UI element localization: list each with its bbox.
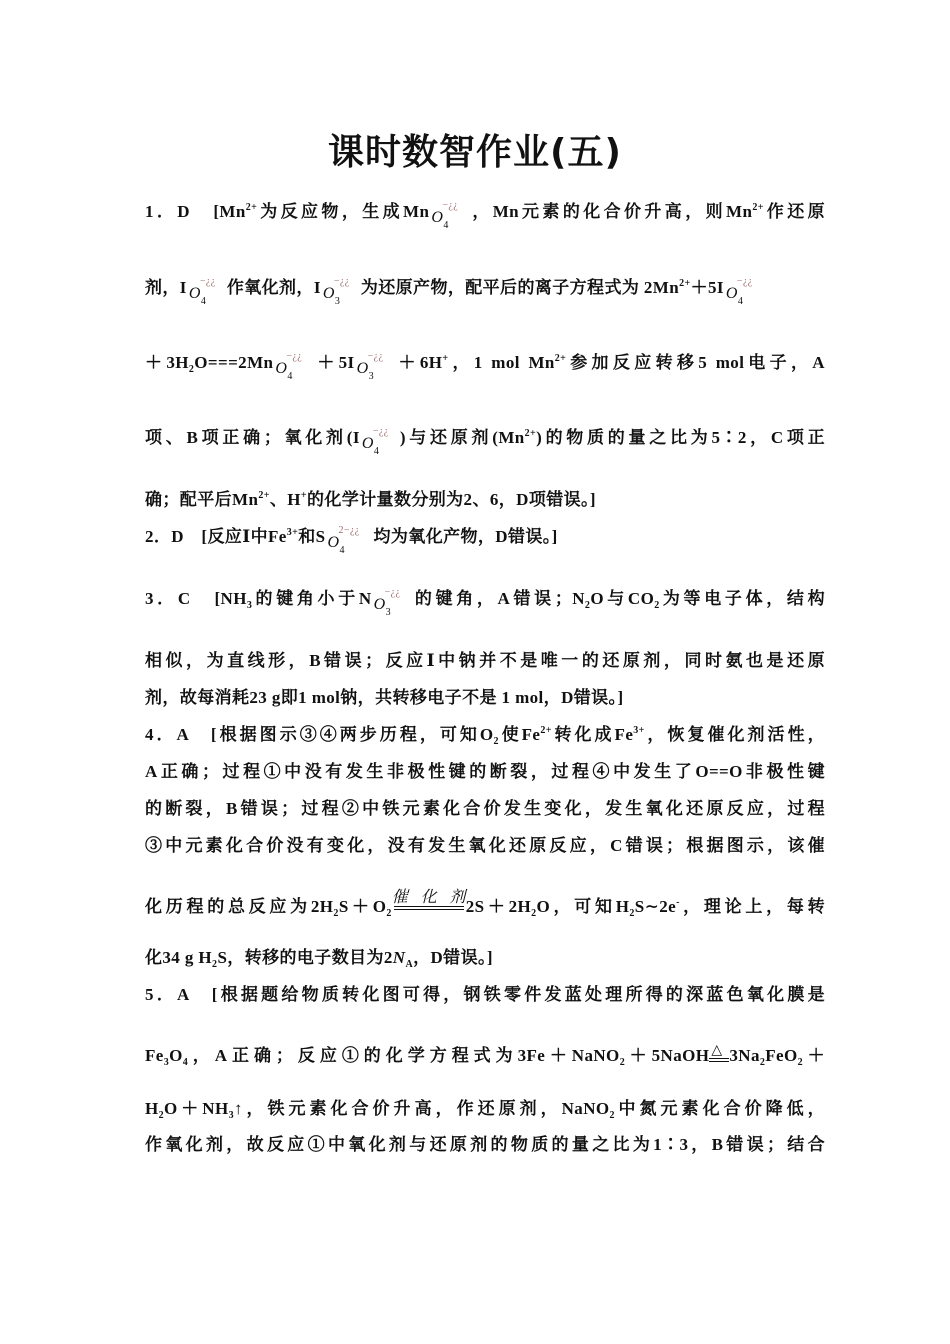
text: 5．A [根据题给物质转化图可得，钢铁零件发蓝处理所得的深蓝色氧化膜是 xyxy=(145,985,825,1004)
answer-1-line-4 xyxy=(145,423,825,458)
text: 确；配平后Mn xyxy=(145,490,259,509)
ion-subscript: 4 xyxy=(200,296,207,308)
text: S，转移的电子数目为2 xyxy=(217,948,393,967)
text: 的化学计量数分别为2、6，D项错误。] xyxy=(306,490,596,509)
subscript: 2 xyxy=(609,1110,615,1121)
text: ＋ xyxy=(803,1046,826,1065)
subscript: 2 xyxy=(333,908,339,919)
text: O xyxy=(169,1046,183,1065)
answer-5-line-2 xyxy=(145,1041,825,1067)
text: 的键角小于N xyxy=(252,589,372,608)
answer-1-line-5 xyxy=(145,485,825,510)
text: 参加反应转移5 mol电子，A xyxy=(566,353,825,372)
subscript: 2 xyxy=(386,908,392,919)
answer-4-line-1 xyxy=(145,720,825,745)
answer-4-line-4 xyxy=(145,831,825,856)
ion-letter: O xyxy=(356,360,369,378)
subscript: 2 xyxy=(759,1057,766,1068)
superscript: 2+ xyxy=(540,725,552,736)
equals-bar xyxy=(394,906,464,907)
ion-letter: O xyxy=(327,534,340,552)
text: 的断裂，B错误；过程②中铁元素化合价发生变化，发生氧化还原反应，过程 xyxy=(145,799,825,818)
ion-subscript: 4 xyxy=(737,296,744,308)
periodate-ion xyxy=(724,276,764,308)
text: A正确；过程①中没有发生非极性键的断裂，过程④中发生了O==O非极性键 xyxy=(145,762,825,781)
subscript: 3 xyxy=(246,600,253,611)
ion-charge: −¿¿ xyxy=(442,200,459,212)
text: 和S xyxy=(298,527,326,546)
answer-4-line-5 xyxy=(145,889,825,919)
answer-3-line-2 xyxy=(145,646,825,671)
answer-4-line-2 xyxy=(145,757,825,782)
answer-3-line-1 xyxy=(145,584,825,619)
ion-letter: O xyxy=(431,209,444,227)
catalyst-label: 催化剂 xyxy=(391,889,466,907)
text: 为反应物，生成Mn xyxy=(257,202,430,221)
avogadro-symbol: N xyxy=(392,948,406,967)
subscript: 2 xyxy=(584,600,591,611)
subscript: 2 xyxy=(158,1110,165,1121)
equals-bar xyxy=(394,909,464,910)
subscript: 4 xyxy=(182,1057,189,1068)
catalyst-arrow xyxy=(391,889,466,918)
text: )与还原剂(Mn xyxy=(399,428,525,447)
text: 均为氧化产物，D错误。] xyxy=(373,527,558,546)
subscript: 2 xyxy=(654,600,660,611)
equals-bar xyxy=(709,1061,729,1062)
text: ，Mn元素的化合价升高，则Mn xyxy=(469,202,753,221)
periodate-ion xyxy=(187,276,227,308)
text: ，1 mol Mn xyxy=(448,353,555,372)
ion-charge: −¿¿ xyxy=(372,426,389,438)
ion-subscript: 3 xyxy=(368,371,374,383)
ion-charge: −¿¿ xyxy=(384,587,401,599)
text: ↑，铁元素化合价升高，作还原剂，NaNO xyxy=(233,1099,610,1118)
text: ＋5I xyxy=(313,353,355,372)
superscript: 2+ xyxy=(524,428,537,439)
text: 作氧化剂，故反应①中氧化剂与还原剂的物质的量之比为1∶3，B错误；结合 xyxy=(145,1135,825,1154)
text: 作氧化剂，I xyxy=(226,278,321,297)
superscript: 2+ xyxy=(258,490,270,501)
answer-1-line-2 xyxy=(145,273,825,308)
text: ，A正确；反应①的化学方程式为3Fe＋NaNO xyxy=(188,1046,620,1065)
text: O，可知H xyxy=(536,897,630,916)
text: 的键角，A错误；N xyxy=(411,589,585,608)
heat-icon: △ xyxy=(711,1043,723,1059)
ion-subscript: 3 xyxy=(334,296,341,308)
subscript: 2 xyxy=(629,908,635,919)
ion-letter: O xyxy=(373,596,386,614)
answer-1-line-1 xyxy=(145,197,826,232)
answer-2-line-1 xyxy=(145,522,825,557)
text: ，恢复催化剂活性， xyxy=(644,725,825,744)
text: O与CO xyxy=(590,589,655,608)
ion-letter: O xyxy=(725,285,738,303)
subscript: 3 xyxy=(163,1057,170,1068)
superscript: 2+ xyxy=(752,202,764,213)
text: ＋6H xyxy=(394,353,443,372)
sulfate-ion xyxy=(326,525,374,557)
answer-1-line-3 xyxy=(145,348,825,383)
subscript: 3 xyxy=(228,1110,234,1121)
text: 转化成Fe xyxy=(551,725,634,744)
superscript: 3+ xyxy=(633,725,645,736)
ion-letter: O xyxy=(275,360,288,378)
text: 为等电子体，结构 xyxy=(659,589,825,608)
text: ＋5I xyxy=(690,278,724,297)
subscript: A xyxy=(405,959,414,970)
ion-letter: O xyxy=(188,285,201,303)
periodate-ion xyxy=(360,426,400,458)
ion-charge: −¿¿ xyxy=(286,351,303,363)
text: Fe xyxy=(145,1046,164,1065)
text: 1．D [Mn xyxy=(145,202,246,221)
ion-subscript: 3 xyxy=(385,607,391,619)
text: S＋O xyxy=(338,897,387,916)
text: ＋5NaOH xyxy=(625,1046,710,1065)
text: FeO xyxy=(765,1046,798,1065)
ion-charge: −¿¿ xyxy=(333,276,350,288)
page-title: 课时数智作业(五) xyxy=(328,132,622,173)
ion-charge: −¿¿ xyxy=(199,276,216,288)
ion-charge: −¿¿ xyxy=(736,276,753,288)
ion-charge: −¿¿ xyxy=(367,351,384,363)
subscript: 2 xyxy=(188,364,195,375)
superscript: + xyxy=(442,353,449,364)
equals-bar xyxy=(709,1058,729,1059)
permanganate-ion xyxy=(429,200,469,232)
heat-arrow xyxy=(709,1043,729,1067)
iodate-ion xyxy=(355,351,395,383)
answer-3-line-3 xyxy=(145,683,825,708)
text: 使Fe xyxy=(498,725,541,744)
ion-subscript: 4 xyxy=(373,446,380,458)
iodate-ion xyxy=(321,276,361,308)
text: ③中元素化合价没有变化，没有发生氧化还原反应，C错误；根据图示，该催 xyxy=(145,836,825,855)
text: 为还原产物，配平后的离子方程式为 2Mn xyxy=(360,278,680,297)
text: 化34 g H xyxy=(145,948,213,967)
text: 中氮元素化合价降低， xyxy=(614,1099,826,1118)
ion-letter: O xyxy=(361,435,374,453)
text: 化历程的总反应为2H xyxy=(145,897,334,916)
text: ，D错误。] xyxy=(413,948,493,967)
text: 作还原 xyxy=(763,202,826,221)
text: H xyxy=(145,1099,159,1118)
answer-4-line-6 xyxy=(145,943,825,968)
superscript: - xyxy=(676,897,680,908)
subscript: 2 xyxy=(493,736,499,747)
permanganate-ion xyxy=(273,351,313,383)
answer-5-line-1 xyxy=(145,980,825,1005)
subscript: 2 xyxy=(212,959,218,970)
subscript: 2 xyxy=(531,908,537,919)
superscript: + xyxy=(300,490,307,501)
text: 、H xyxy=(269,490,301,509)
text: 剂，故每消耗23 g即1 mol钠，共转移电子不是 1 mol，D错误。] xyxy=(145,688,624,707)
answer-5-line-4 xyxy=(145,1130,825,1155)
ion-subscript: 4 xyxy=(287,371,293,383)
subscript: 2 xyxy=(619,1057,626,1068)
answer-4-line-3 xyxy=(145,794,825,819)
answer-5-line-3 xyxy=(145,1094,825,1119)
ion-subscript: 4 xyxy=(339,545,345,557)
text: 3．C [NH xyxy=(145,589,247,608)
text: 2．D [反应Ⅰ中Fe xyxy=(145,527,287,546)
text: O===2Mn xyxy=(194,353,274,372)
superscript: 2+ xyxy=(554,353,567,364)
text: 剂，I xyxy=(145,278,187,297)
ion-subscript: 4 xyxy=(443,220,449,232)
ion-letter: O xyxy=(322,285,335,303)
text: O＋NH xyxy=(164,1099,229,1118)
text: 3Na xyxy=(729,1046,760,1065)
nitrate-ion xyxy=(372,587,412,619)
text: 项、B项正确；氧化剂(I xyxy=(145,428,360,447)
superscript: 2+ xyxy=(245,202,258,213)
text: ＋3H xyxy=(145,353,189,372)
text: 相似，为直线形，B错误；反应Ⅰ中钠并不是唯一的还原剂，同时氨也是还原 xyxy=(145,651,825,670)
text: )的物质的量之比为5∶2，C项正 xyxy=(536,428,825,447)
superscript: 3+ xyxy=(286,527,299,538)
superscript: 2+ xyxy=(679,278,691,289)
text: S∼2e xyxy=(634,897,677,916)
ion-charge: 2−¿¿ xyxy=(338,525,360,537)
subscript: 2 xyxy=(797,1057,804,1068)
text: 2S＋2H xyxy=(465,897,532,916)
text: ，理论上，每转 xyxy=(679,897,825,916)
text: 4．A [根据图示③④两步历程，可知O xyxy=(145,725,494,744)
